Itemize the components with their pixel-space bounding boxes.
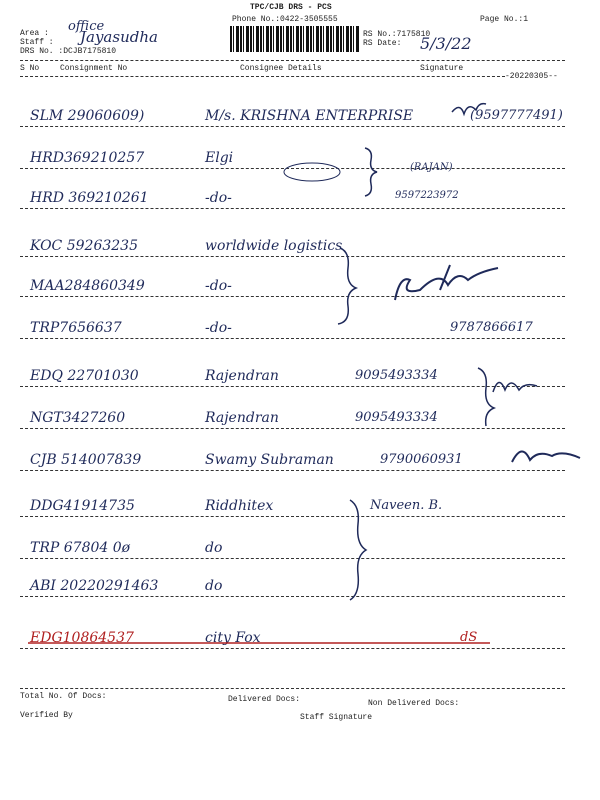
consignee-name: do bbox=[205, 540, 223, 556]
non-delivered-docs: Non Delivered Docs: bbox=[368, 699, 460, 708]
rs-number: RS No.:7175810 bbox=[363, 30, 431, 39]
staff-signature: Staff Signature bbox=[300, 713, 373, 722]
consignment-number: TRP 67804 0ø bbox=[30, 540, 131, 556]
col-sno: S No bbox=[20, 64, 40, 73]
verified-by: Verified By bbox=[20, 711, 73, 720]
consignee-name: -do- bbox=[205, 190, 232, 206]
consignee-name: Rajendran bbox=[205, 410, 279, 426]
staff-label: Staff : bbox=[20, 38, 54, 47]
brace-mark bbox=[365, 148, 377, 196]
consignee-name: -do- bbox=[205, 320, 232, 336]
footer-divider bbox=[20, 688, 565, 689]
col-consignment: Consignment No bbox=[60, 64, 128, 73]
consignment-number: DDG41914735 bbox=[30, 498, 135, 514]
page-number: Page No.:1 bbox=[480, 15, 529, 24]
signature-mark bbox=[395, 265, 498, 300]
consignee-name: Elgi bbox=[205, 150, 234, 166]
consignee-name: -do- bbox=[205, 278, 232, 294]
consignee-name: city Fox bbox=[205, 630, 261, 646]
consignment-number: HRD 369210261 bbox=[30, 190, 149, 206]
consignee-note: Naveen. B. bbox=[370, 498, 443, 513]
consignment-number: ABI 20220291463 bbox=[30, 578, 159, 594]
area-value: office bbox=[68, 19, 105, 34]
consignment-number: NGT3427260 bbox=[30, 410, 126, 426]
consignee-note: 9597223972 bbox=[395, 190, 459, 201]
consignee-note: (RAJAN) bbox=[410, 162, 453, 173]
signature-mark bbox=[493, 382, 537, 392]
consignment-number: EDG10864537 bbox=[30, 630, 134, 646]
signature-mark bbox=[512, 451, 580, 462]
consignment-number: HRD369210257 bbox=[30, 150, 145, 166]
brace-mark bbox=[350, 500, 366, 600]
consignment-number: KOC 59263235 bbox=[30, 238, 138, 254]
total-docs: Total No. Of Docs: bbox=[20, 692, 107, 701]
consignee-note: 9787866617 bbox=[450, 320, 533, 335]
consignee-note: dS bbox=[460, 630, 478, 645]
area-label: Area : bbox=[20, 29, 49, 38]
col-signature: Signature bbox=[420, 64, 464, 73]
signature-mark bbox=[452, 104, 486, 114]
brace-mark bbox=[478, 368, 494, 426]
consignee-name: Swamy Subraman bbox=[205, 452, 334, 468]
consignee-name: M/s. KRISHNA ENTERPRISE bbox=[205, 108, 414, 124]
consignment-number: CJB 514007839 bbox=[30, 452, 142, 468]
consignment-number: SLM 29060609) bbox=[30, 108, 145, 124]
staff-value: Jayasudha bbox=[80, 28, 158, 46]
date-code: -20220305-- bbox=[505, 72, 558, 81]
consignee-note: 9095493334 bbox=[355, 410, 438, 425]
consignment-number: EDQ 22701030 bbox=[30, 368, 139, 384]
delivered-docs: Delivered Docs: bbox=[228, 695, 301, 704]
sheet-title: TPC/CJB DRS - PCS bbox=[250, 3, 332, 12]
consignee-note: 9790060931 bbox=[380, 452, 463, 467]
phone-number: Phone No.:0422-3505555 bbox=[232, 15, 338, 24]
brace-mark bbox=[338, 248, 356, 324]
consignee-note: (9597777491) bbox=[470, 108, 563, 123]
rs-date-value: 5/3/22 bbox=[420, 34, 472, 53]
consignment-number: MAA284860349 bbox=[30, 278, 145, 294]
rajan-circle bbox=[284, 163, 340, 181]
consignee-name: Rajendran bbox=[205, 368, 279, 384]
col-consignee: Consignee Details bbox=[240, 64, 322, 73]
consignment-number: TRP7656637 bbox=[30, 320, 122, 336]
consignee-name: do bbox=[205, 578, 223, 594]
consignee-note: 9095493334 bbox=[355, 368, 438, 383]
rs-date-label: RS Date: bbox=[363, 39, 402, 48]
consignee-name: Riddhitex bbox=[205, 498, 274, 514]
consignee-name: worldwide logistics bbox=[205, 238, 343, 254]
drs-number: DRS No. :DCJB7175810 bbox=[20, 47, 117, 56]
